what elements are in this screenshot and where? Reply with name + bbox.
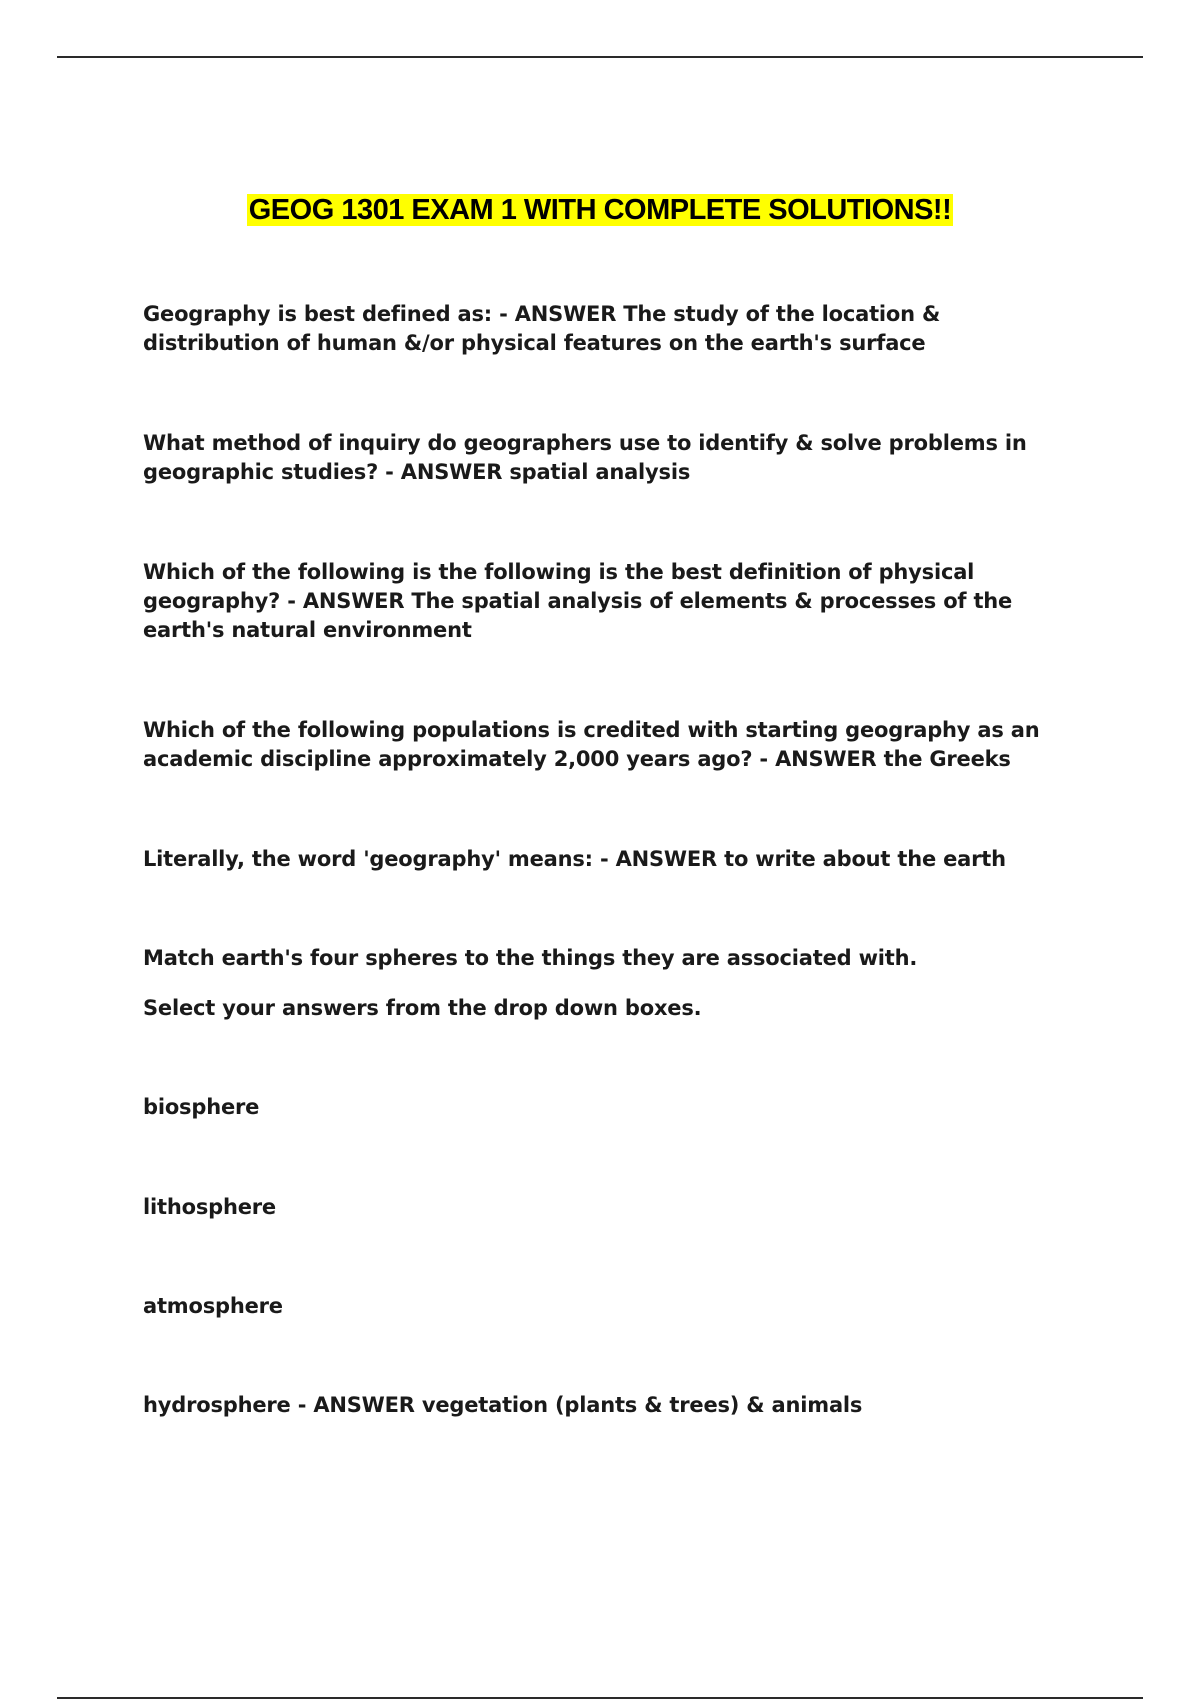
- sphere-hydrosphere-answer: [143, 1391, 1083, 1420]
- qa-text: Literally, the word 'geography' means: - ANSWER to write about the earth: [143, 847, 1006, 871]
- qa-text: Match earth's four spheres to the things they are associated with.: [143, 946, 918, 970]
- qa-item-1: [143, 300, 1083, 358]
- qa-item-3: [143, 558, 1083, 645]
- sphere-biosphere: [143, 1093, 1083, 1122]
- qa-item-4: [143, 716, 1083, 774]
- top-rule: [57, 56, 1143, 58]
- qa-item-6-instruction: [143, 994, 1083, 1023]
- qa-text: hydrosphere - ANSWER vegetation (plants & trees) & animals: [143, 1393, 863, 1417]
- qa-text: Select your answers from the drop down boxes.: [143, 996, 702, 1020]
- qa-item-5: [143, 845, 1083, 874]
- document-title: GEOG 1301 EXAM 1 WITH COMPLETE SOLUTIONS!!: [248, 194, 952, 226]
- qa-item-2: [143, 429, 1083, 487]
- qa-text: What method of inquiry do geographers use to identify & solve problems in geographic studies? - ANSWER spatial analysis: [143, 431, 1027, 484]
- sphere-lithosphere: [143, 1193, 1083, 1222]
- title-container: [0, 194, 1200, 226]
- bottom-rule: [57, 1697, 1143, 1699]
- qa-text: Geography is best defined as: - ANSWER The study of the location & distribution of human &/or physical features on the earth's surface: [143, 302, 941, 355]
- sphere-atmosphere: [143, 1292, 1083, 1321]
- qa-text: atmosphere: [143, 1294, 283, 1318]
- qa-text: Which of the following populations is credited with starting geography as an academic discipline approximately 2,000 years ago? - ANSWER the Greeks: [143, 718, 1040, 771]
- qa-text: Which of the following is the following is the best definition of physical geography? - ANSWER The spatial analysis of elements & processes of the earth's natural environment: [143, 560, 1013, 642]
- qa-item-6-prompt: [143, 944, 1083, 973]
- qa-text: lithosphere: [143, 1195, 276, 1219]
- qa-text: biosphere: [143, 1095, 260, 1119]
